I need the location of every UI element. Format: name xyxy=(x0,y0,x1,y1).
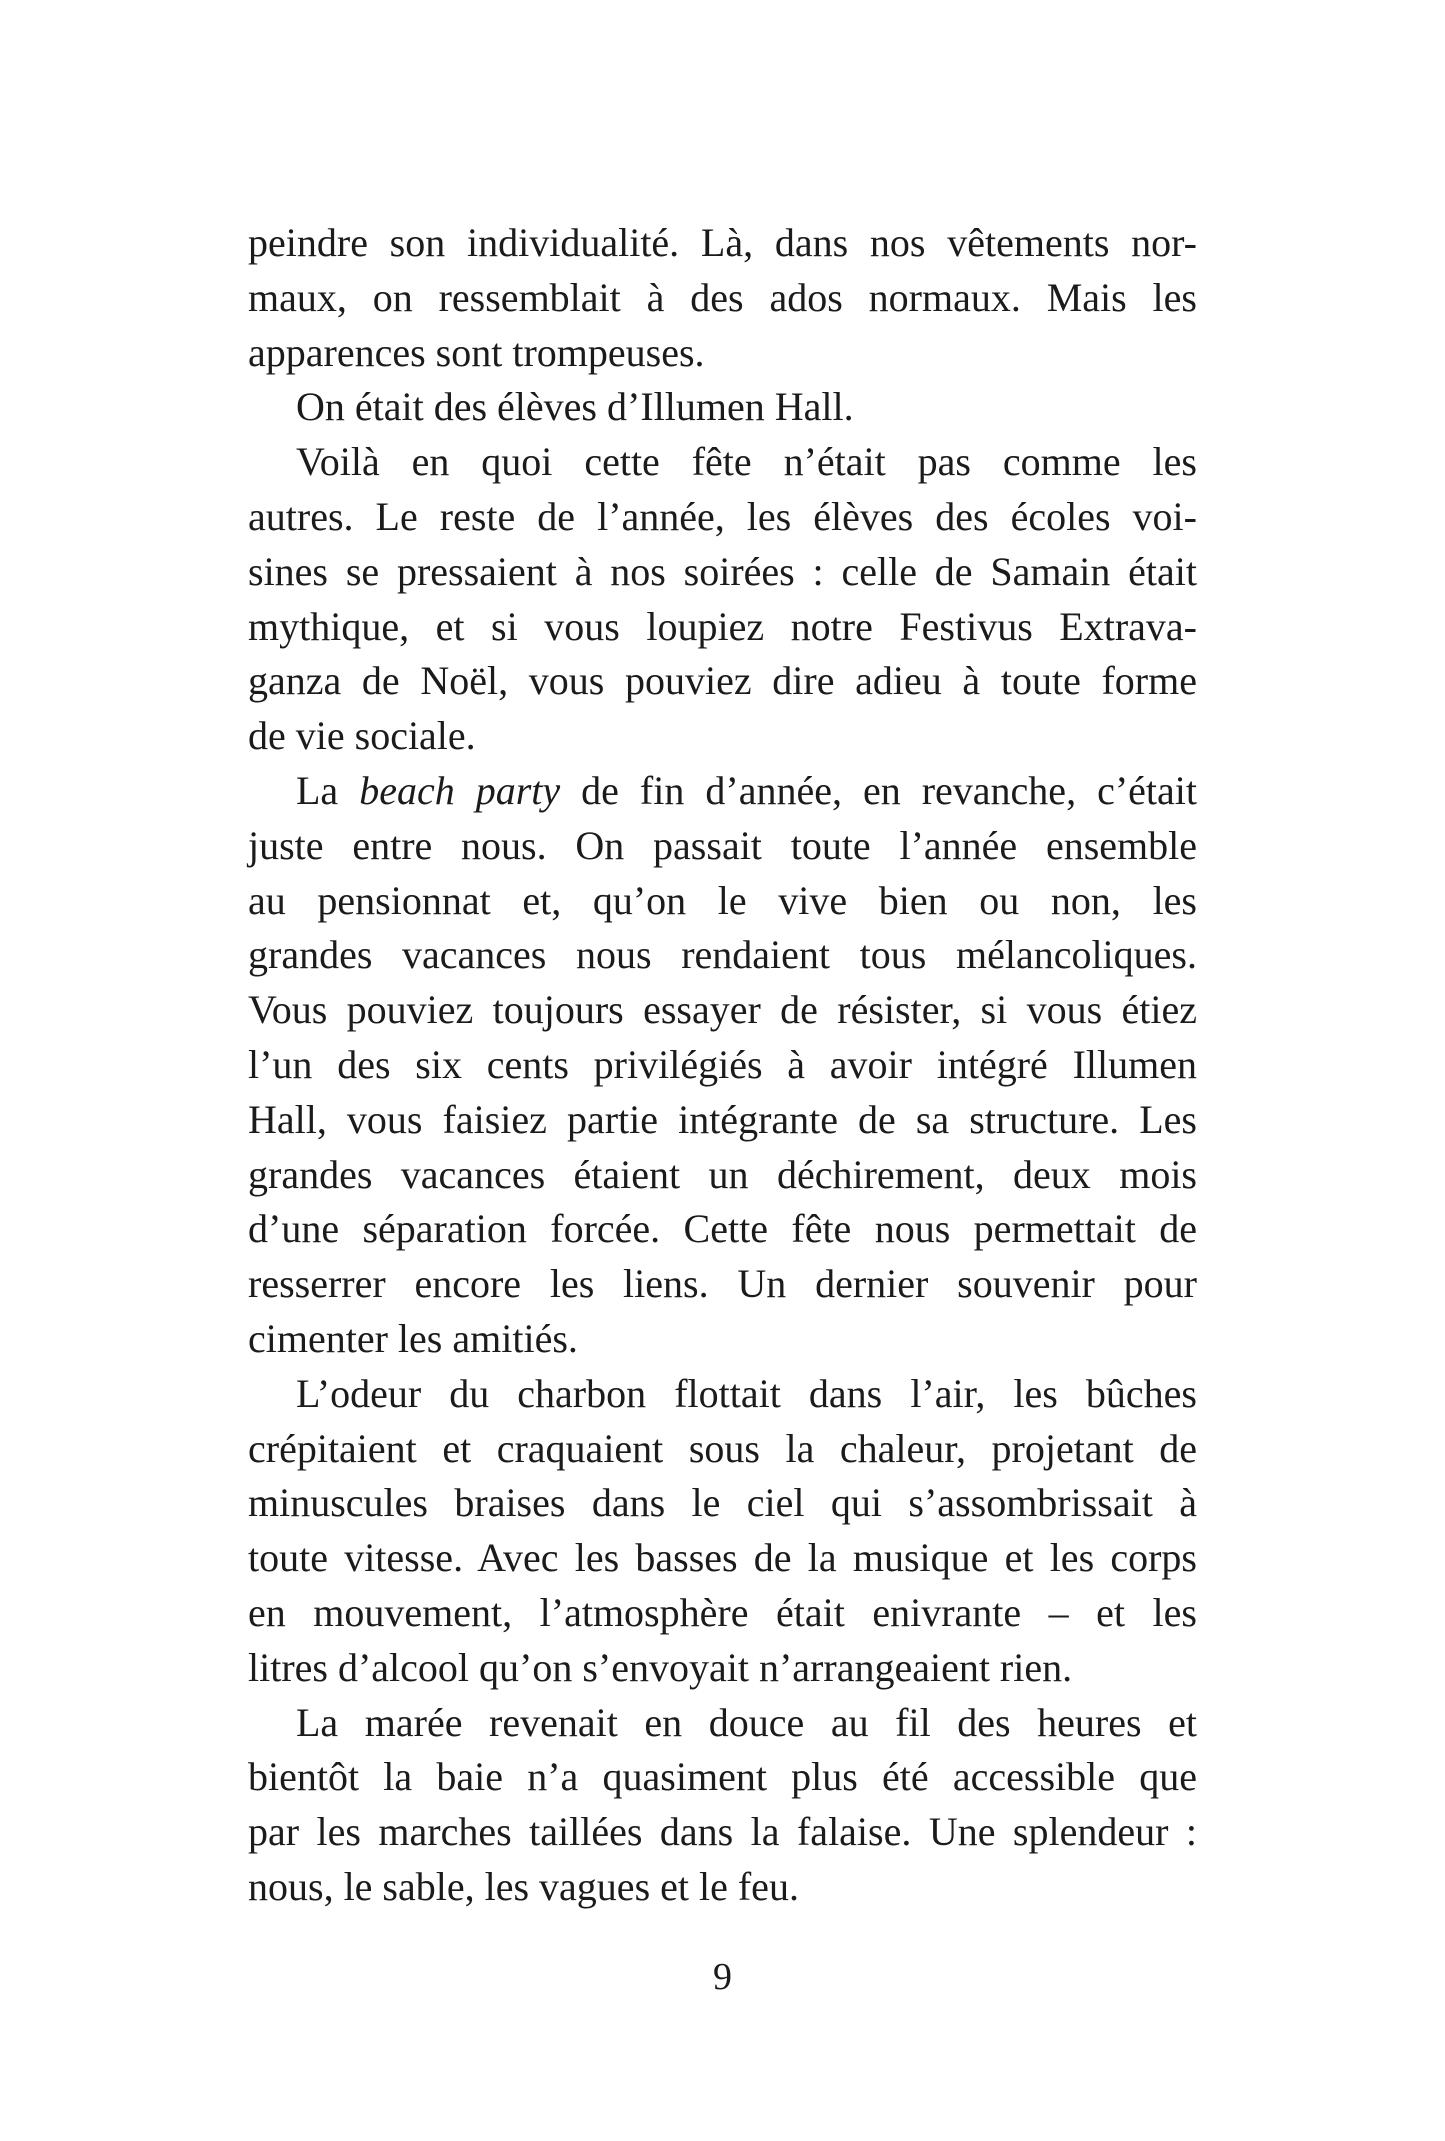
text-line xyxy=(248,1422,1197,1477)
text-segment: de fin d’année, en revanche, c’était xyxy=(560,767,1197,813)
text-line xyxy=(248,600,1197,655)
text-segment: bientôt la baie n’a quasiment plus été accessible que xyxy=(248,1754,1197,1800)
text-segment: minuscules braises dans le ciel qui s’assombrissait à xyxy=(248,1480,1197,1526)
text-line xyxy=(248,1367,1197,1422)
text-segment: On était des élèves d’Illumen Hall. xyxy=(296,384,854,430)
text-segment: grandes vacances nous rendaient tous mélancoliques. xyxy=(248,932,1197,978)
text-segment: Voilà en quoi cette fête n’était pas comme les xyxy=(296,439,1197,485)
text-segment: resserrer encore les liens. Un dernier souvenir pour xyxy=(248,1261,1197,1307)
text-line xyxy=(248,1257,1197,1312)
text-line xyxy=(248,271,1197,326)
text-segment: ganza de Noël, vous pouviez dire adieu à toute forme xyxy=(248,658,1197,704)
text-segment: toute vitesse. Avec les basses de la musique et les corps xyxy=(248,1535,1197,1581)
text-segment: Vous pouviez toujours essayer de résister, si vous étiez xyxy=(248,987,1197,1033)
text-line xyxy=(248,1860,1197,1915)
text-line xyxy=(248,545,1197,600)
text-segment: de vie sociale. xyxy=(248,713,476,759)
text-segment: par les marches taillées dans la falaise. Une splendeur : xyxy=(248,1809,1197,1855)
text-line xyxy=(248,1641,1197,1696)
text-line xyxy=(248,380,1197,435)
text-line xyxy=(248,490,1197,545)
text-line xyxy=(248,1148,1197,1203)
text-line xyxy=(248,1805,1197,1860)
text-segment: juste entre nous. On passait toute l’année ensemble xyxy=(248,822,1197,868)
text-line xyxy=(248,1476,1197,1531)
text-line xyxy=(248,819,1197,874)
text-segment: d’une séparation forcée. Cette fête nous permettait de xyxy=(248,1206,1197,1252)
text-segment: Hall, vous faisiez partie intégrante de sa structure. Les xyxy=(248,1096,1197,1142)
italic-phrase: beach party xyxy=(359,767,561,813)
text-line xyxy=(248,1038,1197,1093)
text-segment: crépitaient et craquaient sous la chaleur, projetant de xyxy=(248,1425,1197,1471)
text-line xyxy=(248,326,1197,381)
text-segment: La marée revenait en douce au fil des heures et xyxy=(296,1699,1197,1745)
text-segment: peindre son individualité. Là, dans nos vêtements nor- xyxy=(248,220,1197,265)
text-line xyxy=(248,874,1197,929)
text-line xyxy=(248,435,1197,490)
text-line xyxy=(248,764,1197,819)
text-segment: au pensionnat et, qu’on le vive bien ou non, les xyxy=(248,877,1197,923)
text-line xyxy=(248,1202,1197,1257)
text-segment: cimenter les amitiés. xyxy=(248,1315,578,1361)
text-line xyxy=(248,928,1197,983)
text-segment: litres d’alcool qu’on s’envoyait n’arrangeaient rien. xyxy=(248,1644,1073,1690)
text-line xyxy=(248,1093,1197,1148)
text-line xyxy=(248,654,1197,709)
text-segment: mythique, et si vous loupiez notre Festivus Extrava- xyxy=(248,603,1197,649)
text-segment: en mouvement, l’atmosphère était enivrante – et les xyxy=(248,1589,1197,1635)
text-line xyxy=(248,1696,1197,1751)
text-segment: L’odeur du charbon flottait dans l’air, les bûches xyxy=(296,1370,1197,1416)
text-segment: grandes vacances étaient un déchirement, deux mois xyxy=(248,1151,1197,1197)
text-segment: autres. Le reste de l’année, les élèves des écoles voi- xyxy=(248,493,1197,539)
text-line xyxy=(248,1531,1197,1586)
text-segment: La xyxy=(296,767,360,813)
text-segment: nous, le sable, les vagues et le feu. xyxy=(248,1863,799,1909)
text-line xyxy=(248,709,1197,764)
text-segment: sines se pressaient à nos soirées : celle de Samain était xyxy=(248,548,1197,594)
page-text-block xyxy=(248,216,1197,1915)
text-line xyxy=(248,1312,1197,1367)
text-line xyxy=(248,216,1197,271)
text-line xyxy=(248,983,1197,1038)
page-number: 9 xyxy=(713,1956,732,1998)
text-segment: l’un des six cents privilégiés à avoir intégré Illumen xyxy=(248,1041,1197,1087)
text-line xyxy=(248,1586,1197,1641)
text-segment: apparences sont trompeuses. xyxy=(248,329,705,375)
text-segment: maux, on ressemblait à des ados normaux. Mais les xyxy=(248,274,1197,320)
text-line xyxy=(248,1750,1197,1805)
